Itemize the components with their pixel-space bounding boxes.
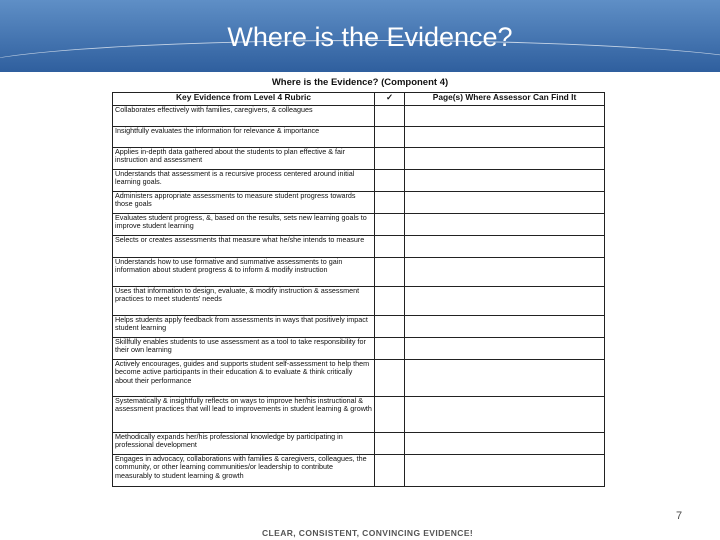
page-reference-cell[interactable] <box>405 455 605 487</box>
checkbox-cell[interactable] <box>375 338 405 360</box>
evidence-cell: Evaluates student progress, &, based on the results, sets new learning goals to improve student learning <box>113 214 375 236</box>
checkbox-cell[interactable] <box>375 258 405 287</box>
table-header-row <box>113 93 605 106</box>
checkbox-cell[interactable] <box>375 236 405 258</box>
checkbox-cell[interactable] <box>375 170 405 192</box>
checkbox-cell[interactable] <box>375 455 405 487</box>
document-heading: Where is the Evidence? (Component 4) <box>271 77 449 88</box>
page-reference-cell[interactable] <box>405 287 605 316</box>
page-reference-cell[interactable] <box>405 170 605 192</box>
page-reference-cell[interactable] <box>405 192 605 214</box>
table-row <box>113 433 605 455</box>
checkbox-cell[interactable] <box>375 214 405 236</box>
table-row <box>113 236 605 258</box>
page-reference-cell[interactable] <box>405 316 605 338</box>
title-banner <box>0 0 720 72</box>
footer-text: CLEAR, CONSISTENT, CONVINCING EVIDENCE! <box>262 528 474 538</box>
page-reference-cell[interactable] <box>405 433 605 455</box>
table-row <box>113 127 605 148</box>
checkmark-column-header: ✓ <box>375 93 405 106</box>
evidence-cell: Collaborates effectively with families, caregivers, & colleagues <box>113 106 375 127</box>
page-reference-cell[interactable] <box>405 236 605 258</box>
page-reference-cell[interactable] <box>405 338 605 360</box>
page-reference-cell[interactable] <box>405 127 605 148</box>
page-reference-cell[interactable] <box>405 214 605 236</box>
page-reference-cell[interactable] <box>405 148 605 170</box>
slide-title: Where is the Evidence? <box>227 22 513 52</box>
table-row <box>113 316 605 338</box>
checkbox-cell[interactable] <box>375 106 405 127</box>
evidence-cell: Actively encourages, guides and supports student self-assessment to help them become active participants in their education & to evaluate & think critically about their performance <box>113 360 375 397</box>
evidence-cell: Understands how to use formative and summative assessments to gain information about student progress & to inform & modify instruction <box>113 258 375 287</box>
evidence-column-header: Key Evidence from Level 4 Rubric <box>113 93 375 106</box>
checkbox-cell[interactable] <box>375 397 405 433</box>
page-reference-cell[interactable] <box>405 360 605 397</box>
evidence-cell: Skillfully enables students to use assessment as a tool to take responsibility for their own learning <box>113 338 375 360</box>
table-row <box>113 338 605 360</box>
checkbox-cell[interactable] <box>375 192 405 214</box>
table-row <box>113 214 605 236</box>
pages-column-header: Page(s) Where Assessor Can Find It <box>405 93 605 106</box>
evidence-cell: Engages in advocacy, collaborations with families & caregivers, colleagues, the community, or other learning communities/or leadership to contribute measurably to student learning & growth <box>113 455 375 487</box>
page-reference-cell[interactable] <box>405 397 605 433</box>
table-row <box>113 192 605 214</box>
checkbox-cell[interactable] <box>375 148 405 170</box>
checkbox-cell[interactable] <box>375 360 405 397</box>
table-row <box>113 258 605 287</box>
evidence-cell: Understands that assessment is a recursive process centered around initial learning goals. <box>113 170 375 192</box>
table-row <box>113 397 605 433</box>
evidence-cell: Applies in-depth data gathered about the students to plan effective & fair instruction and assessment <box>113 148 375 170</box>
table-row <box>113 106 605 127</box>
checkbox-cell[interactable] <box>375 127 405 148</box>
checkbox-cell[interactable] <box>375 316 405 338</box>
evidence-cell: Selects or creates assessments that measure what he/she intends to measure <box>113 236 375 258</box>
page-number: 7 <box>676 510 683 522</box>
page-reference-cell[interactable] <box>405 258 605 287</box>
table-row <box>113 360 605 397</box>
evidence-cell: Methodically expands her/his professional knowledge by participating in professional development <box>113 433 375 455</box>
evidence-cell: Systematically & insightfully reflects on ways to improve her/his instructional & assessment practices that will lead to improvements in student learning & growth <box>113 397 375 433</box>
checkbox-cell[interactable] <box>375 433 405 455</box>
table-row <box>113 287 605 316</box>
table-row <box>113 148 605 170</box>
checkbox-cell[interactable] <box>375 287 405 316</box>
table-row <box>113 455 605 487</box>
evidence-cell: Administers appropriate assessments to measure student progress towards those goals <box>113 192 375 214</box>
evidence-cell: Helps students apply feedback from assessments in ways that positively impact student learning <box>113 316 375 338</box>
evidence-cell: Uses that information to design, evaluate, & modify instruction & assessment practices to meet students' needs <box>113 287 375 316</box>
page-reference-cell[interactable] <box>405 106 605 127</box>
evidence-table <box>112 92 605 487</box>
evidence-cell: Insightfully evaluates the information for relevance & importance <box>113 127 375 148</box>
table-row <box>113 170 605 192</box>
